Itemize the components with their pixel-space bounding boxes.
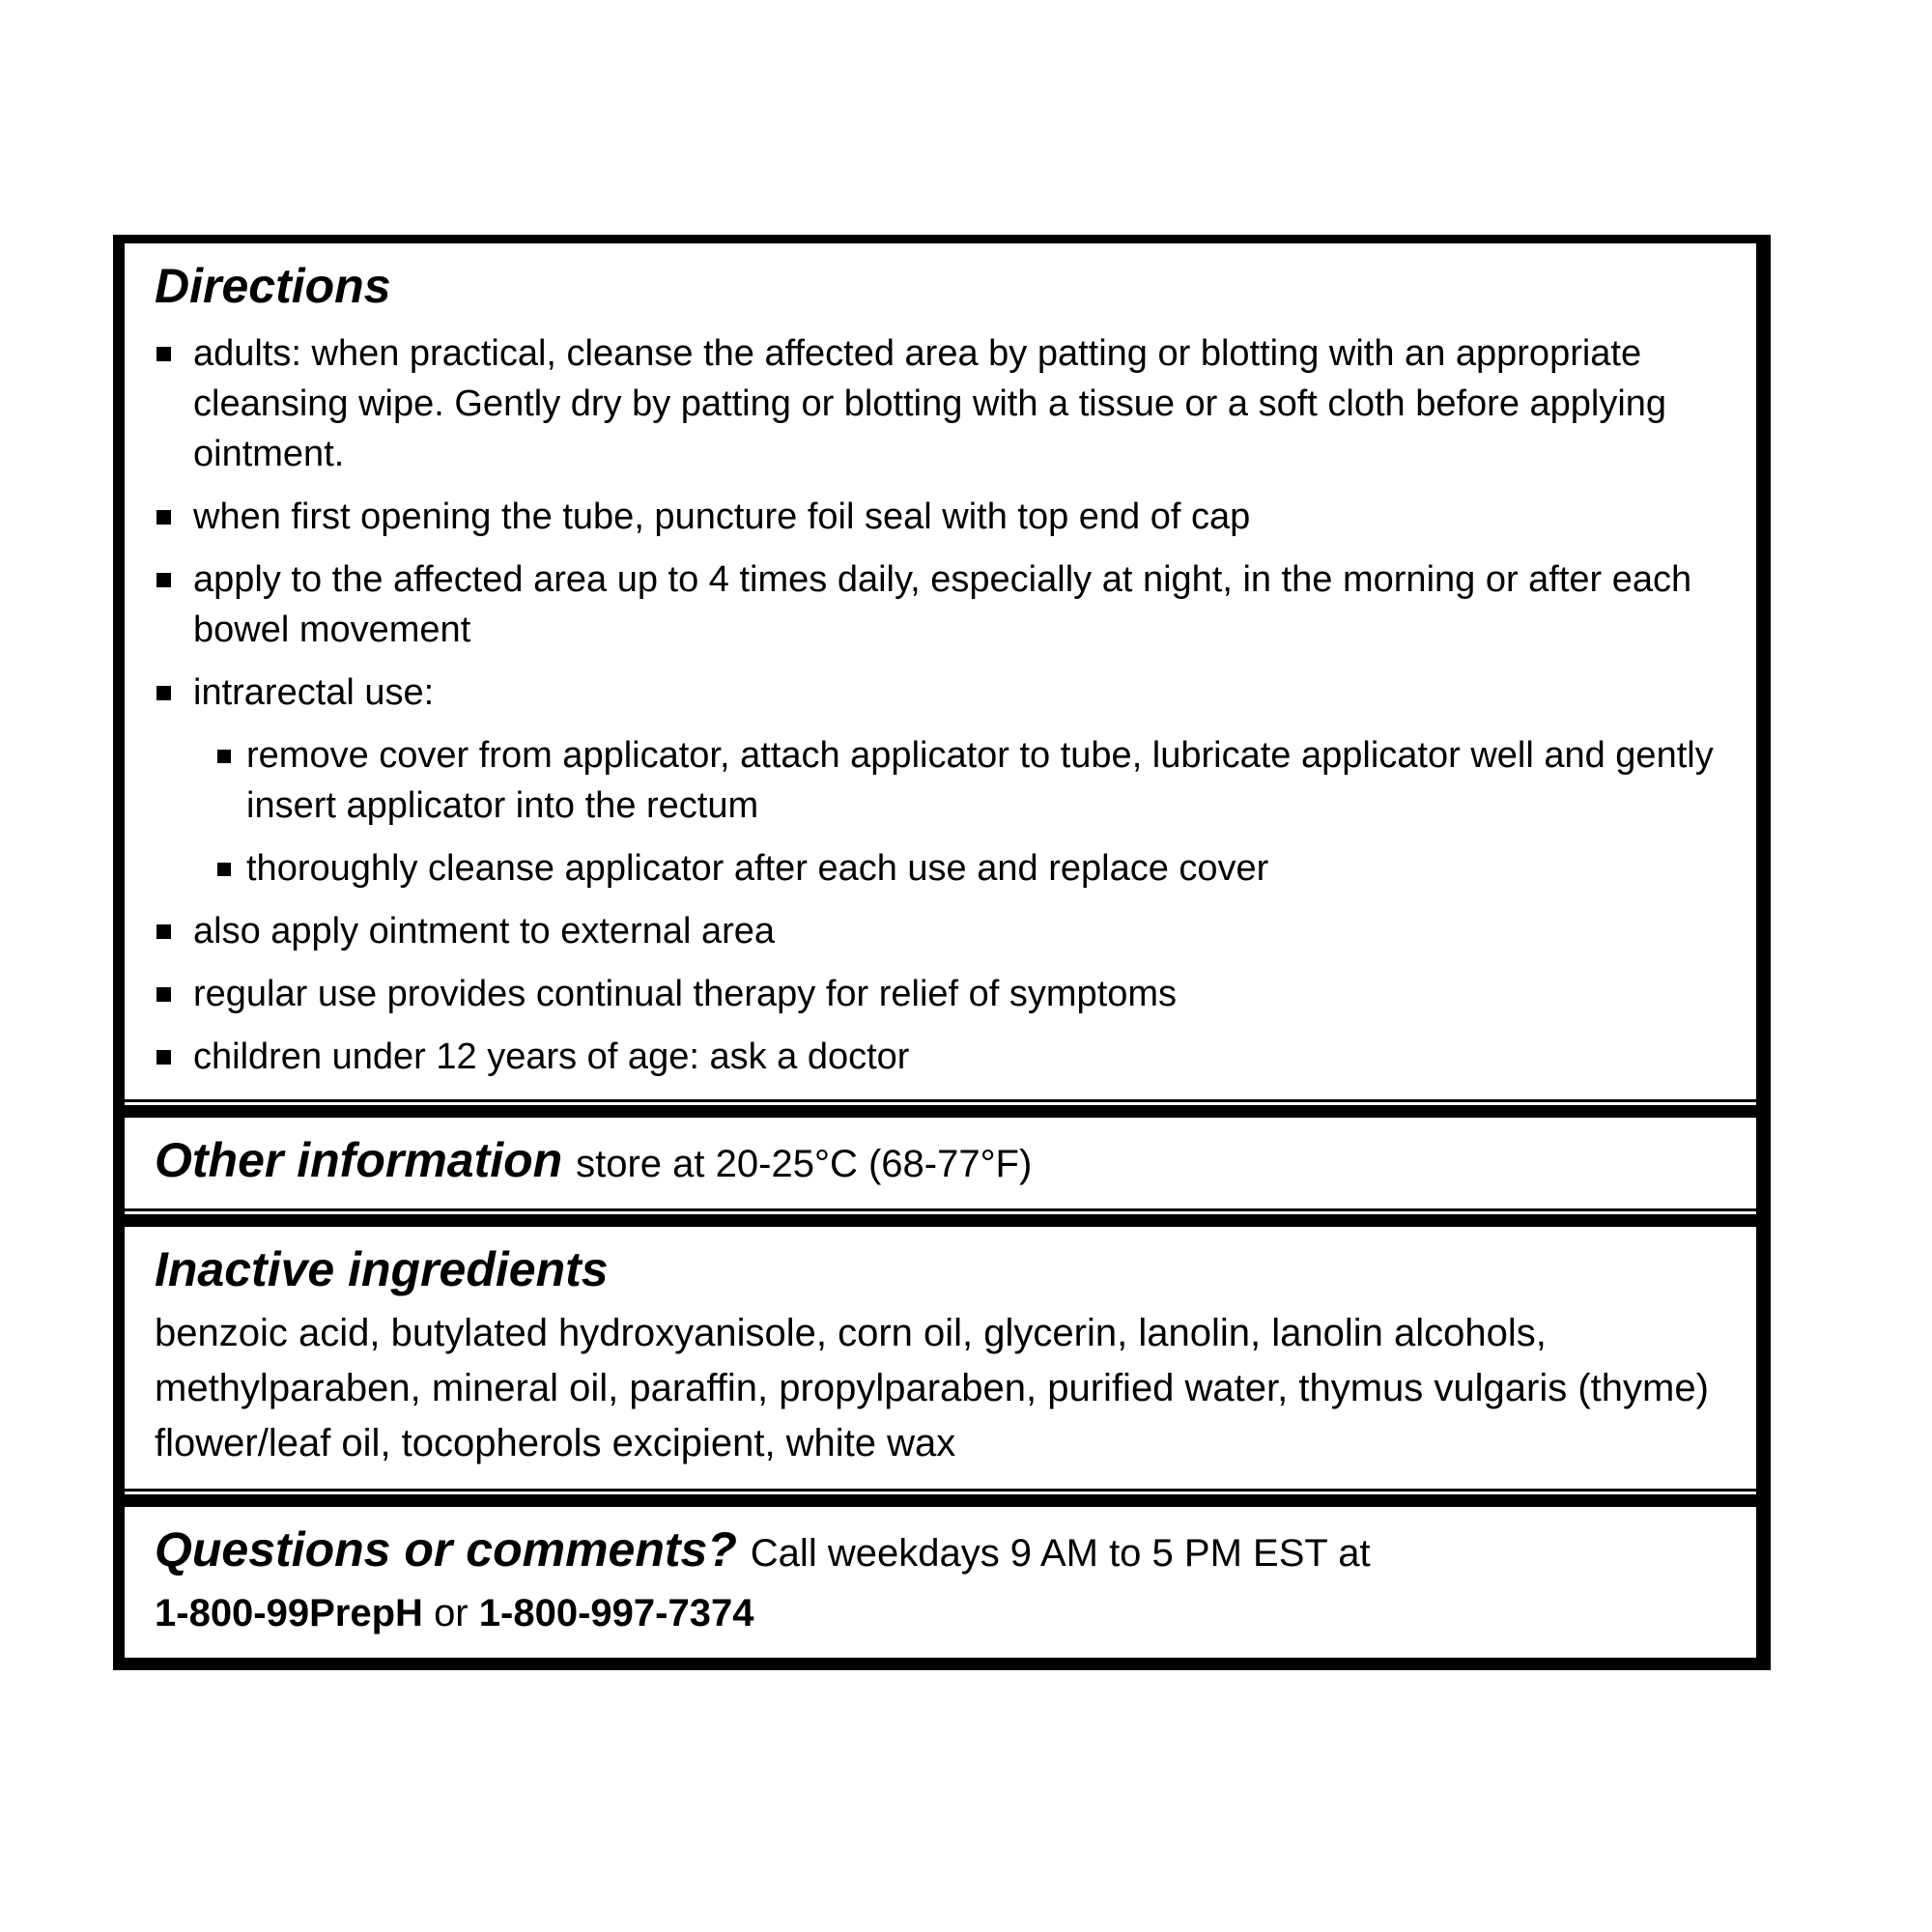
- bullet-square-icon: [156, 924, 171, 939]
- bullet-text: remove cover from applicator, attach applicator to tube, lubricate applicator well and gently insert applicator into the rectum: [246, 735, 1714, 826]
- bullet-square-icon: [156, 347, 171, 361]
- bullet-text: intrarectal use:: [193, 672, 435, 713]
- bullet-square-icon: [156, 987, 171, 1002]
- section-inactive-ingredients: [125, 1227, 1756, 1489]
- divider-bar: [125, 1494, 1756, 1507]
- call-instructions: Call weekdays 9 AM to 5 PM EST at: [750, 1532, 1371, 1575]
- section-divider: [125, 1099, 1756, 1118]
- storage-instructions: store at 20-25°C (68-77°F): [576, 1143, 1033, 1185]
- list-item-sub: [214, 730, 1727, 831]
- divider-bar: [125, 1214, 1756, 1227]
- section-divider: [125, 1208, 1756, 1227]
- list-item: [155, 906, 1727, 956]
- phone-conjunction: or: [434, 1592, 469, 1634]
- section-directions: [125, 243, 1756, 1099]
- inactive-ingredients-title: Inactive ingredients: [155, 1242, 609, 1296]
- bullet-square-icon: [217, 863, 231, 876]
- phone-number-1: 1-800-99PrepH: [155, 1592, 423, 1634]
- section-questions: [125, 1507, 1756, 1658]
- bullet-text: apply to the affected area up to 4 times daily, especially at night, in the morning or after each bowel movement: [193, 559, 1692, 650]
- directions-title: Directions: [155, 259, 391, 313]
- bullet-text: regular use provides continual therapy for relief of symptoms: [193, 974, 1178, 1014]
- phone-number-2: 1-800-997-7374: [478, 1592, 754, 1634]
- bullet-square-icon: [156, 510, 171, 525]
- bullet-square-icon: [156, 573, 171, 587]
- bullet-square-icon: [156, 1050, 171, 1065]
- section-divider: [125, 1489, 1756, 1507]
- bullet-square-icon: [156, 686, 171, 700]
- bullet-text: adults: when practical, cleanse the affected area by patting or blotting with an appropriate cleansing wipe. Gently dry by patting or blotting with a tissue or a soft cloth before applying ointment.: [193, 333, 1667, 474]
- bullet-square-icon: [217, 750, 231, 763]
- list-item: [155, 492, 1727, 542]
- other-information-row: [155, 1131, 1727, 1191]
- directions-bullet-list: [155, 328, 1727, 1082]
- bullet-text: thoroughly cleanse applicator after each use and replace cover: [246, 848, 1269, 889]
- questions-title: Questions or comments?: [155, 1522, 737, 1577]
- section-other-information: [125, 1118, 1756, 1208]
- list-item: [155, 1032, 1727, 1082]
- other-information-title: Other information: [155, 1133, 563, 1187]
- list-item: [155, 969, 1727, 1019]
- questions-row: [155, 1520, 1727, 1580]
- drug-facts-label: [113, 235, 1771, 1670]
- bullet-text: when first opening the tube, puncture foil seal with top end of cap: [193, 497, 1251, 537]
- list-item-sub: [214, 843, 1727, 894]
- bullet-text: also apply ointment to external area: [193, 911, 776, 952]
- list-item: [155, 668, 1727, 718]
- list-item: [155, 554, 1727, 655]
- phone-line: [155, 1586, 1727, 1640]
- list-item: [155, 328, 1727, 479]
- divider-bar: [125, 1105, 1756, 1118]
- inactive-ingredients-list: benzoic acid, butylated hydroxyanisole, corn oil, glycerin, lanolin, lanolin alcohols, methylparaben, mineral oil, paraffin, propylparaben, purified water, thymus vulgaris (thyme) flower/leaf oil, tocopherols excipient, white wax: [155, 1312, 1709, 1464]
- bullet-text: children under 12 years of age: ask a doctor: [193, 1037, 910, 1077]
